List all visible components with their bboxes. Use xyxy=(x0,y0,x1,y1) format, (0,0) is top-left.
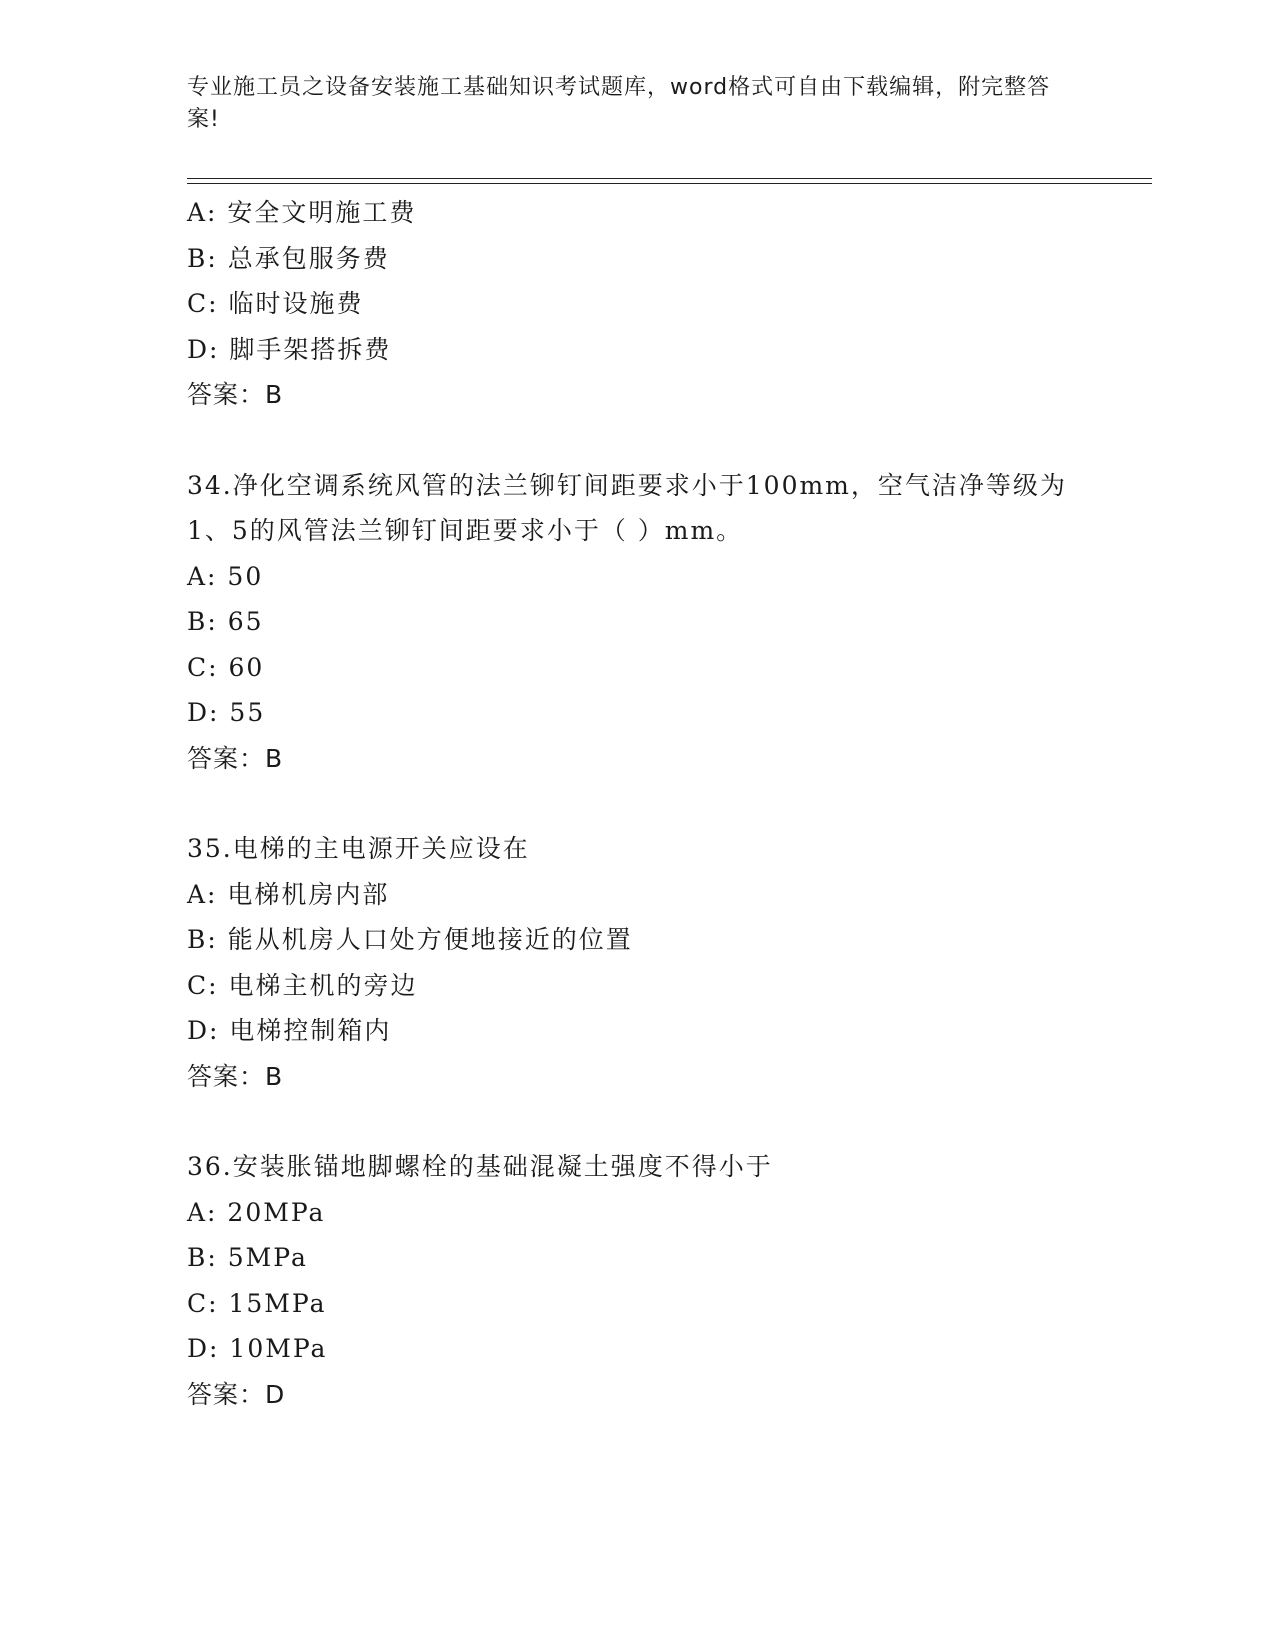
option-a: A: 电梯机房内部 xyxy=(187,879,390,909)
question-stem: 35.电梯的主电源开关应设在 xyxy=(187,834,530,863)
question-block xyxy=(187,826,1087,1099)
option-d: D: 电梯控制箱内 xyxy=(187,1016,392,1045)
question-stem: 34.净化空调系统风管的法兰铆钉间距要求小于100mm，空气洁净等级为1、5的风管法兰铆钉间距要求小于（ ）mm。 xyxy=(187,470,1067,545)
answer: 答案：B xyxy=(187,380,284,409)
option-d: D: 脚手架搭拆费 xyxy=(187,334,392,364)
option-b: B: 5MPa xyxy=(187,1243,308,1272)
option-c: C: 电梯主机的旁边 xyxy=(187,970,418,1000)
option-d: D: 10MPa xyxy=(187,1334,328,1363)
option-c: C: 15MPa xyxy=(187,1288,327,1318)
option-a: A: 50 xyxy=(187,561,264,591)
option-a: A: 20MPa xyxy=(187,1197,326,1227)
answer: 答案：D xyxy=(187,1379,286,1409)
option-b: B: 能从机房人口处方便地接近的位置 xyxy=(187,925,633,954)
option-a: A: 安全文明施工费 xyxy=(187,198,417,227)
answer: 答案：B xyxy=(187,1061,284,1091)
question-block xyxy=(187,190,1087,418)
header-rule-top xyxy=(187,178,1152,179)
option-c: C: 临时设施费 xyxy=(187,289,364,318)
question-list xyxy=(187,190,1087,1417)
document-header: 专业施工员之设备安装施工基础知识考试题库，word格式可自由下载编辑，附完整答案! xyxy=(187,75,1051,132)
answer: 答案：B xyxy=(187,743,284,773)
header-rule-bottom xyxy=(187,183,1152,184)
option-b: B: 65 xyxy=(187,607,264,636)
option-b: B: 总承包服务费 xyxy=(187,243,390,273)
question-block xyxy=(187,463,1087,782)
option-d: D: 55 xyxy=(187,698,266,727)
option-c: C: 60 xyxy=(187,652,265,682)
question-block xyxy=(187,1144,1087,1417)
question-stem: 36.安装胀锚地脚螺栓的基础混凝土强度不得小于 xyxy=(187,1152,773,1181)
